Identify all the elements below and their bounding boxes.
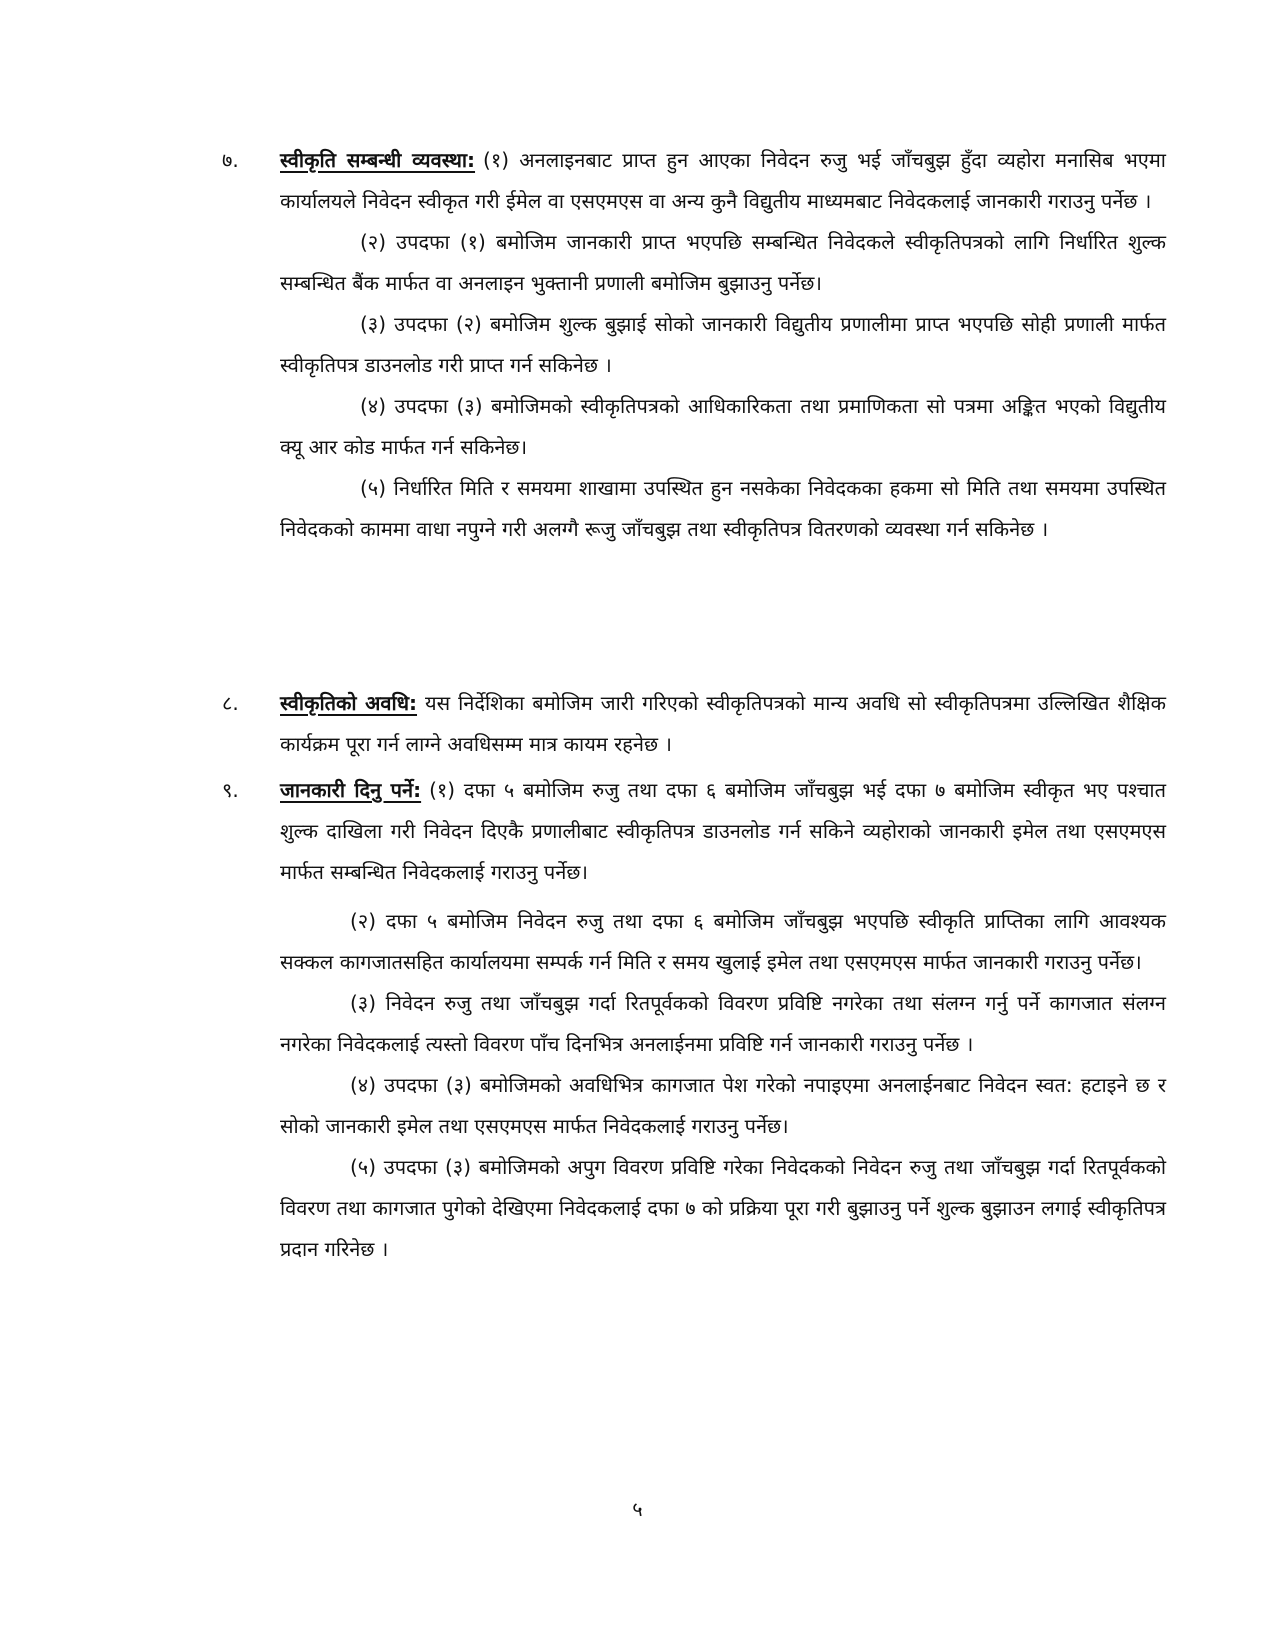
- paragraph: (२) उपदफा (१) बमोजिम जानकारी प्राप्त भएपछि सम्बन्धित निवेदकले स्वीकृतिपत्रको लागि निर्धारित शुल्क सम्बन्धित बैंक मार्फत वा अनलाइन भुक्तानी प्रणाली बमोजिम बुझाउनु पर्नेछ।: [280, 230, 1166, 295]
- paragraph: (३) निवेदन रुजु तथा जाँचबुझ गर्दा रितपूर्वकको विवरण प्रविष्टि नगरेका तथा संलग्न गर्नु पर्ने कागजात संलग्न नगरेका निवेदकलाई त्यस्तो विवरण पाँच दिनभित्र अनलाईनमा प्रविष्टि गर्न जानकारी गराउनु पर्नेछ ।: [280, 991, 1166, 1056]
- paragraph-text: (१) अनलाइनबाट प्राप्त हुन आएका निवेदन रुजु भई जाँचबुझ हुँदा व्यहोरा मनासिब भएमा कार्यालयले निवेदन स्वीकृत गरी ईमेल वा एसएमएस वा अन्य कुनै विद्युतीय माध्यमबाट निवेदकलाई जानकारी गराउनु पर्नेछ ।: [280, 148, 1166, 213]
- section-8: [222, 683, 1166, 765]
- section-heading: स्वीकृतिको अवधि:: [280, 691, 418, 715]
- paragraph: (५) उपदफा (३) बमोजिमको अपुग विवरण प्रविष्टि गरेका निवेदकको निवेदन रुजु तथा जाँचबुझ गर्दा रितपूर्वकको विवरण तथा कागजात पुगेको देखिएमा निवेदकलाई दफा ७ को प्रक्रिया पूरा गरी बुझाउनु पर्ने शुल्क बुझाउन लगाई स्वीकृतिपत्र प्रदान गरिनेछ ।: [280, 1155, 1166, 1261]
- section-number: ९.: [222, 778, 239, 802]
- page-number: ५: [632, 1497, 643, 1521]
- paragraph-text: (१) दफा ५ बमोजिम रुजु तथा दफा ६ बमोजिम जाँचबुझ भई दफा ७ बमोजिम स्वीकृत भए पश्चात शुल्क दाखिला गरी निवेदन दिएकै प्रणालीबाट स्वीकृतिपत्र डाउनलोड गर्न सकिने व्यहोराको जानकारी इमेल तथा एसएमएस मार्फत सम्बन्धित निवेदकलाई गराउनु पर्नेछ।: [280, 778, 1166, 884]
- section-heading: स्वीकृति सम्बन्धी व्यवस्था:: [280, 148, 476, 172]
- paragraph: (३) उपदफा (२) बमोजिम शुल्क बुझाई सोको जानकारी विद्युतीय प्रणालीमा प्राप्त भएपछि सोही प्रणाली मार्फत स्वीकृतिपत्र डाउनलोड गरी प्राप्त गर्न सकिनेछ ।: [280, 312, 1166, 377]
- section-number: ७.: [222, 148, 239, 172]
- paragraph: (२) दफा ५ बमोजिम निवेदन रुजु तथा दफा ६ बमोजिम जाँचबुझ भएपछि स्वीकृति प्राप्तिका लागि आवश्यक सक्कल कागजातसहित कार्यालयमा सम्पर्क गर्न मिति र समय खुलाई इमेल तथा एसएमएस मार्फत जानकारी गराउनु पर्नेछ।: [280, 909, 1166, 974]
- paragraph: (४) उपदफा (३) बमोजिमको अवधिभित्र कागजात पेश गरेको नपाइएमा अनलाईनबाट निवेदन स्वत: हटाइने छ र सोको जानकारी इमेल तथा एसएमएस मार्फत निवेदकलाई गराउनु पर्नेछ।: [280, 1073, 1166, 1138]
- section-heading: जानकारी दिनु पर्ने:: [280, 778, 422, 802]
- spacer: [280, 893, 1166, 901]
- paragraph-text: यस निर्देशिका बमोजिम जारी गरिएको स्वीकृतिपत्रको मान्य अवधि सो स्वीकृतिपत्रमा उल्लिखित शैक्षिक कार्यक्रम पूरा गर्न लाग्ने अवधिसम्म मात्र कायम रहनेछ ।: [280, 691, 1166, 756]
- section-body: [280, 140, 1166, 550]
- section-7: [222, 140, 1166, 550]
- section-9: [222, 770, 1166, 1270]
- paragraph: (४) उपदफा (३) बमोजिमको स्वीकृतिपत्रको आधिकारिकता तथा प्रमाणिकता सो पत्रमा अङ्कित भएको विद्युतीय क्यू आर कोड मार्फत गर्न सकिनेछ।: [280, 394, 1166, 459]
- section-body: [280, 770, 1166, 1270]
- paragraph: [280, 683, 1166, 765]
- section-body: [280, 683, 1166, 765]
- paragraph: [280, 140, 1166, 222]
- paragraph: [280, 770, 1166, 893]
- section-number: ८.: [222, 691, 239, 715]
- paragraph: (५) निर्धारित मिति र समयमा शाखामा उपस्थित हुन नसकेका निवेदकका हकमा सो मिति तथा समयमा उपस्थित निवेदकको काममा वाधा नपुग्ने गरी अलग्गै रूजु जाँचबुझ तथा स्वीकृतिपत्र वितरणको व्यवस्था गर्न सकिनेछ ।: [280, 476, 1166, 541]
